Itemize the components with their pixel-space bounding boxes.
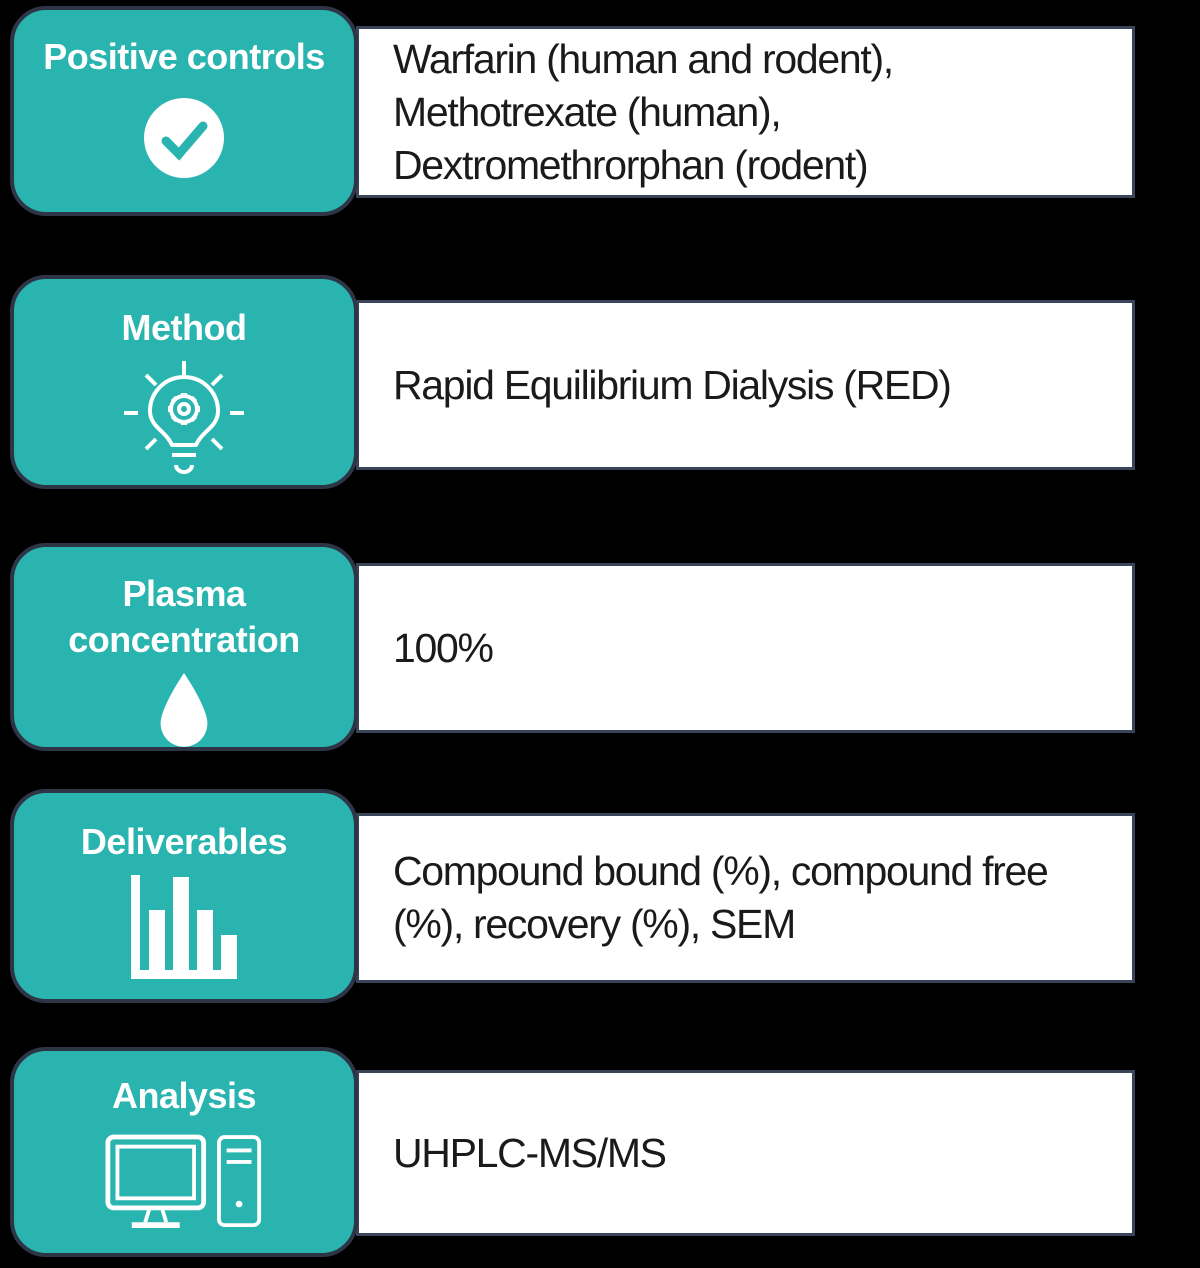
label-line: Method: [121, 307, 247, 348]
check-circle-icon: [142, 96, 226, 180]
label-line: concentration: [68, 619, 300, 660]
label-line: Deliverables: [80, 821, 288, 862]
deliverables-content-box: [356, 813, 1135, 983]
card-label: [68, 571, 300, 663]
content-line: Dextromethrorphan (rodent): [393, 141, 868, 188]
content-text: [359, 359, 971, 412]
label-line: Analysis: [111, 1075, 257, 1116]
content-line: (%), recovery (%), SEM: [393, 901, 795, 947]
content-line: Warfarin (human and rodent),: [393, 35, 893, 82]
content-line: UHPLC-MS/MS: [393, 1129, 666, 1176]
analysis-content-box: [356, 1070, 1135, 1236]
row-plasma-concentration: [0, 543, 1200, 753]
plasma-concentration-content-box: [356, 563, 1135, 733]
content-line: Rapid Equilibrium Dialysis (RED): [393, 361, 951, 408]
content-text: [359, 33, 913, 192]
desktop-computer-icon: [105, 1133, 263, 1233]
water-drop-icon: [157, 671, 211, 747]
content-line: Compound bound (%), compound free: [393, 848, 1048, 894]
bar-chart-icon: [131, 875, 237, 979]
deliverables-card: [10, 789, 358, 1003]
label-line: Positive controls: [43, 36, 325, 77]
content-text: [359, 1127, 686, 1180]
card-label: [112, 1073, 256, 1119]
content-line: 100%: [393, 624, 493, 671]
row-method: [0, 275, 1200, 491]
row-deliverables: [0, 789, 1200, 1005]
row-analysis: [0, 1047, 1200, 1259]
card-label: [43, 34, 325, 80]
idea-lightbulb-gear-icon: [122, 353, 246, 475]
card-label: [81, 819, 287, 865]
method-card: [10, 275, 358, 489]
card-label: [122, 305, 247, 351]
label-line: Plasma: [122, 573, 246, 614]
analysis-card: [10, 1047, 358, 1257]
method-content-box: [356, 300, 1135, 470]
content-text: [359, 622, 513, 675]
positive-controls-card: [10, 6, 358, 216]
row-positive-controls: [0, 6, 1200, 218]
plasma-concentration-card: [10, 543, 358, 751]
positive-controls-content-box: [356, 26, 1135, 198]
content-line: Methotrexate (human),: [393, 88, 781, 135]
content-text: [359, 845, 1068, 951]
